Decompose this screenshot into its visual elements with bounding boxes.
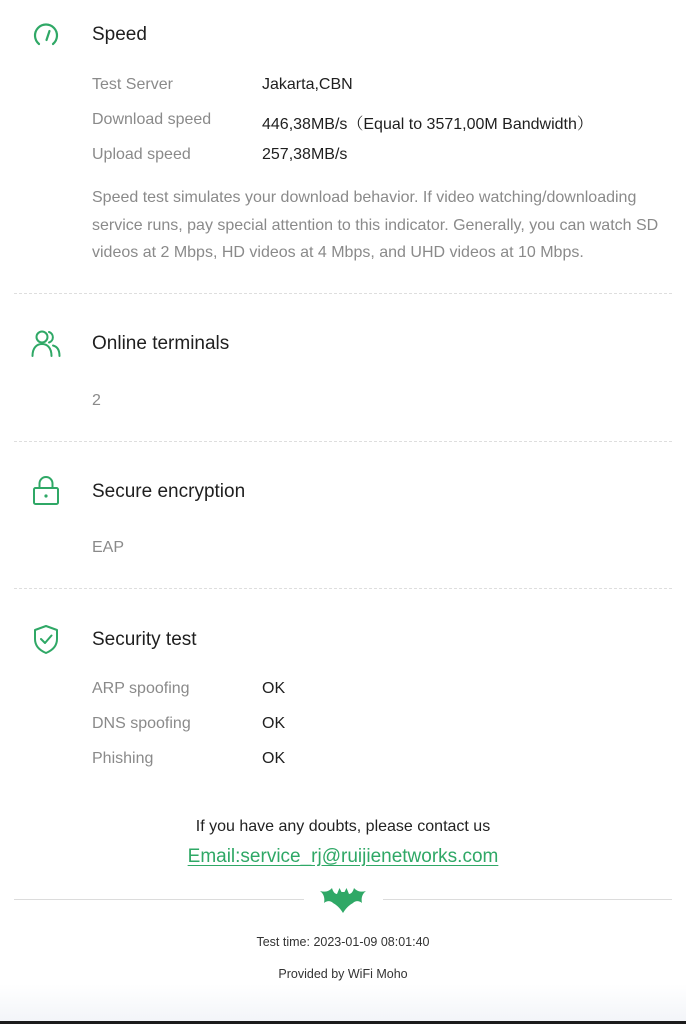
section-title: Online terminals [92, 333, 230, 354]
encryption-type: EAP [92, 539, 125, 556]
test-time: Test time: 2023-01-09 08:01:40 [256, 935, 430, 949]
row-value: OK [262, 715, 286, 732]
row-label: DNS spoofing [92, 715, 191, 732]
shield-check-icon [30, 623, 62, 655]
terminals-count: 2 [92, 392, 101, 409]
provided-by: Provided by WiFi Moho [278, 967, 408, 981]
users-icon [30, 327, 62, 359]
footer-divider-left [14, 899, 304, 900]
email-link-wrapper [0, 846, 686, 868]
row-label: Download speed [92, 111, 212, 128]
footer-divider-right [383, 899, 672, 900]
row-label: Upload speed [92, 146, 191, 163]
row-label: ARP spoofing [92, 680, 190, 697]
section-title: Speed [92, 24, 147, 45]
divider [14, 588, 672, 589]
row-value: Jakarta,CBN [262, 76, 353, 93]
row-label: Test Server [92, 76, 173, 93]
divider [14, 441, 672, 442]
section-title: Secure encryption [92, 481, 246, 502]
section-title: Security test [92, 629, 197, 650]
bottom-fade [0, 984, 686, 1024]
row-value: 257,38MB/s [262, 146, 348, 163]
lock-icon [30, 475, 62, 507]
bat-logo-icon [320, 884, 366, 914]
row-value: OK [262, 680, 286, 697]
email-link[interactable]: Email:service_rj@ruijienetworks.com [187, 846, 499, 867]
row-value: 446,38MB/s（Equal to 3571,00M Bandwidth） [262, 116, 593, 133]
contact-text: If you have any doubts, please contact us [195, 818, 491, 835]
row-value: OK [262, 750, 286, 767]
divider [14, 293, 672, 294]
speed-description: Speed test simulates your download behavior. If video watching/downloading service runs, pay special attention to this indicator. Generally, you can watch SD videos at 2 Mbps, HD videos at 4 Mbps, and UHD videos at 10 Mbps. [92, 189, 659, 261]
speedometer-icon [30, 19, 62, 51]
row-label: Phishing [92, 750, 154, 767]
